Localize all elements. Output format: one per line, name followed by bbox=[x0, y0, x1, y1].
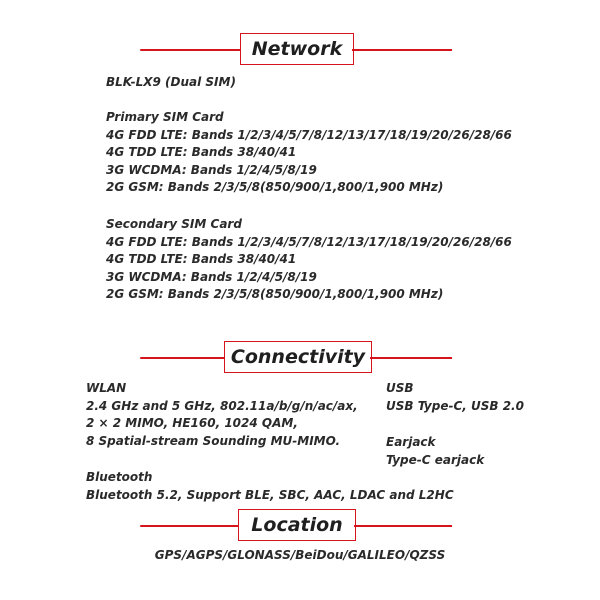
primary-sim-line: 3G WCDMA: Bands 1/2/4/5/8/19 bbox=[106, 162, 317, 177]
header-rule-left bbox=[140, 525, 240, 527]
secondary-sim-line: 4G TDD LTE: Bands 38/40/41 bbox=[106, 252, 297, 267]
location-section-header bbox=[0, 509, 600, 543]
usb-block bbox=[386, 380, 524, 415]
primary-sim-line: 4G TDD LTE: Bands 38/40/41 bbox=[106, 145, 297, 160]
bluetooth-line: Bluetooth 5.2, Support BLE, SBC, AAC, LDAC and L2HC bbox=[86, 487, 454, 502]
earjack-heading: Earjack bbox=[386, 435, 436, 449]
primary-sim-heading: Primary SIM Card bbox=[106, 110, 224, 124]
primary-sim-line: 2G GSM: Bands 2/3/5/8(850/900/1,800/1,900 MHz) bbox=[106, 180, 444, 195]
bluetooth-block bbox=[86, 469, 454, 504]
location-value: GPS/AGPS/GLONASS/BeiDou/GALILEO/QZSS bbox=[154, 548, 446, 562]
header-rule-left bbox=[140, 357, 226, 359]
secondary-sim-line: 3G WCDMA: Bands 1/2/4/5/8/19 bbox=[106, 269, 317, 284]
primary-sim-line: 4G FDD LTE: Bands 1/2/3/4/5/7/8/12/13/17/18/19/20/26/28/66 bbox=[106, 127, 512, 142]
wlan-line: 8 Spatial-stream Sounding MU-MIMO. bbox=[86, 433, 341, 448]
wlan-line: 2.4 GHz and 5 GHz, 802.11a/b/g/n/ac/ax, bbox=[86, 398, 358, 413]
section-title-location: Location bbox=[238, 509, 356, 541]
secondary-sim-block bbox=[106, 216, 512, 304]
section-title-connectivity: Connectivity bbox=[224, 341, 372, 373]
usb-heading: USB bbox=[386, 381, 414, 395]
wlan-line: 2 × 2 MIMO, HE160, 1024 QAM, bbox=[86, 416, 298, 431]
secondary-sim-line: 4G FDD LTE: Bands 1/2/3/4/5/7/8/12/13/17/18/19/20/26/28/66 bbox=[106, 234, 512, 249]
header-rule-right bbox=[354, 525, 452, 527]
header-rule-right bbox=[352, 49, 452, 51]
network-model: BLK-LX9 (Dual SIM) bbox=[106, 75, 236, 89]
secondary-sim-line: 2G GSM: Bands 2/3/5/8(850/900/1,800/1,900 MHz) bbox=[106, 287, 444, 302]
section-title-network: Network bbox=[240, 33, 354, 65]
primary-sim-block bbox=[106, 109, 512, 197]
bluetooth-heading: Bluetooth bbox=[86, 470, 153, 484]
wlan-heading: WLAN bbox=[86, 381, 127, 395]
connectivity-section-header bbox=[0, 341, 600, 375]
network-section-header bbox=[0, 33, 600, 67]
wlan-block bbox=[86, 380, 358, 450]
header-rule-right bbox=[370, 357, 452, 359]
secondary-sim-heading: Secondary SIM Card bbox=[106, 217, 242, 231]
earjack-block bbox=[386, 434, 484, 469]
earjack-line: Type-C earjack bbox=[386, 452, 485, 467]
header-rule-left bbox=[140, 49, 242, 51]
usb-line: USB Type-C, USB 2.0 bbox=[386, 398, 524, 413]
